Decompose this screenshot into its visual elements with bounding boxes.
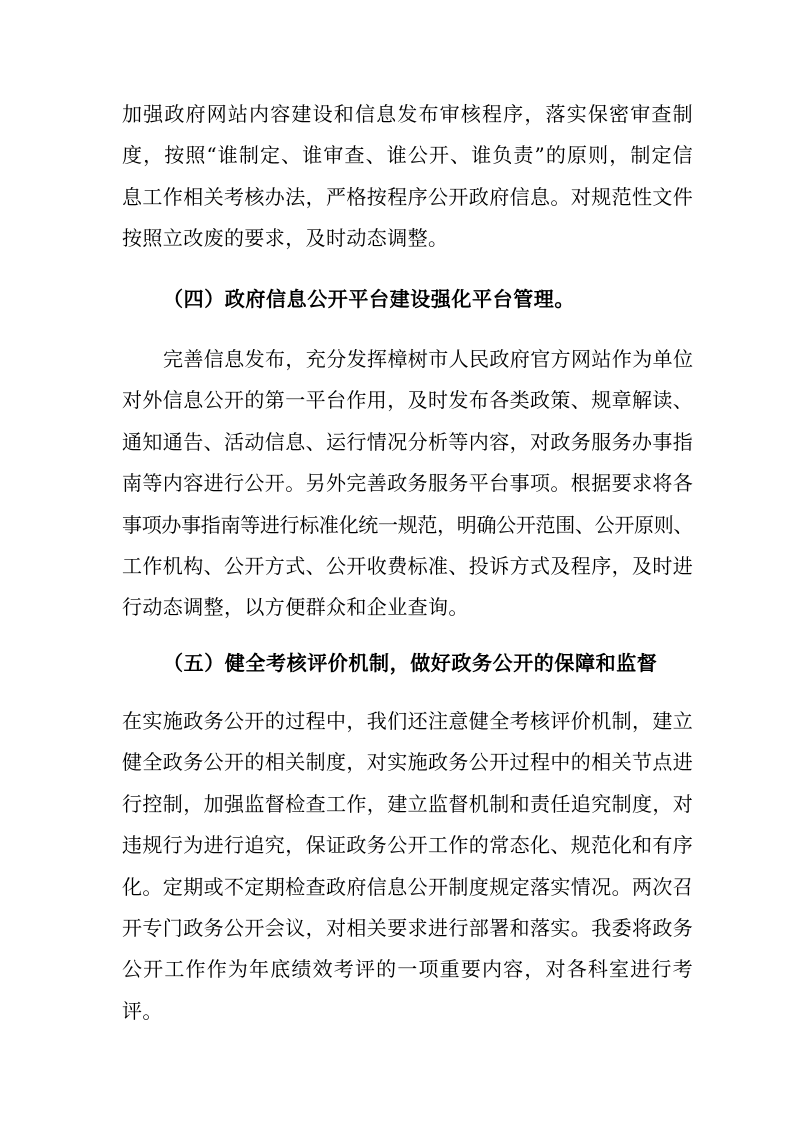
text-line: 行动态调整，以方便群众和企业查询。 (122, 595, 469, 620)
text-line: 化。定期或不定期检查政府信息公开制度规定落实情况。两次召 (122, 874, 694, 899)
text-line: 对外信息公开的第一平台作用，及时发布各类政策、规章解读、 (122, 388, 694, 413)
text-line: 开专门政务公开会议，对相关要求进行部署和落实。我委将政务 (122, 915, 694, 940)
text-line: 行控制，加强监督检查工作，建立监督机制和责任追究制度，对 (122, 791, 694, 816)
text-line: 违规行为进行追究，保证政务公开工作的常态化、规范化和有序 (122, 833, 694, 858)
text-line: 完善信息发布，充分发挥樟树市人民政府官方网站作为单位 (163, 347, 694, 371)
text-line: 健全政务公开的相关制度，对实施政务公开过程中的相关节点进 (122, 750, 694, 775)
text-line: 按照立改废的要求，及时动态调整。 (122, 226, 449, 251)
section-five-heading: （五）健全考核评价机制，做好政务公开的保障和监督 (163, 651, 658, 675)
text-line: 加强政府网站内容建设和信息发布审核程序，落实保密审查制 (122, 102, 693, 126)
text-line: 在实施政务公开的过程中，我们还注意健全考核评价机制，建立 (122, 709, 694, 733)
text-line: 南等内容进行公开。另外完善政务服务平台事项。根据要求将各 (122, 471, 694, 496)
text-line: 度，按照“谁制定、谁审查、谁公开、谁负责”的原则，制定信 (122, 143, 693, 168)
intro-paragraph (122, 94, 693, 260)
section-four-heading: （四）政府信息公开平台建设强化平台管理。 (163, 287, 575, 311)
text-line: 通知通告、活动信息、运行情况分析等内容，对政务服务办事指 (122, 429, 694, 454)
text-line: 评。 (122, 998, 163, 1023)
text-line: 工作机构、公开方式、公开收费标准、投诉方式及程序，及时进 (122, 553, 694, 578)
text-line: 事项办事指南等进行标准化统一规范，明确公开范围、公开原则、 (122, 512, 693, 537)
section-four-paragraph (122, 339, 693, 629)
section-five-paragraph (122, 701, 693, 1032)
text-line: 公开工作作为年底绩效考评的一项重要内容，对各科室进行考 (122, 957, 693, 982)
text-line: 息工作相关考核办法，严格按程序公开政府信息。对规范性文件 (122, 184, 694, 209)
